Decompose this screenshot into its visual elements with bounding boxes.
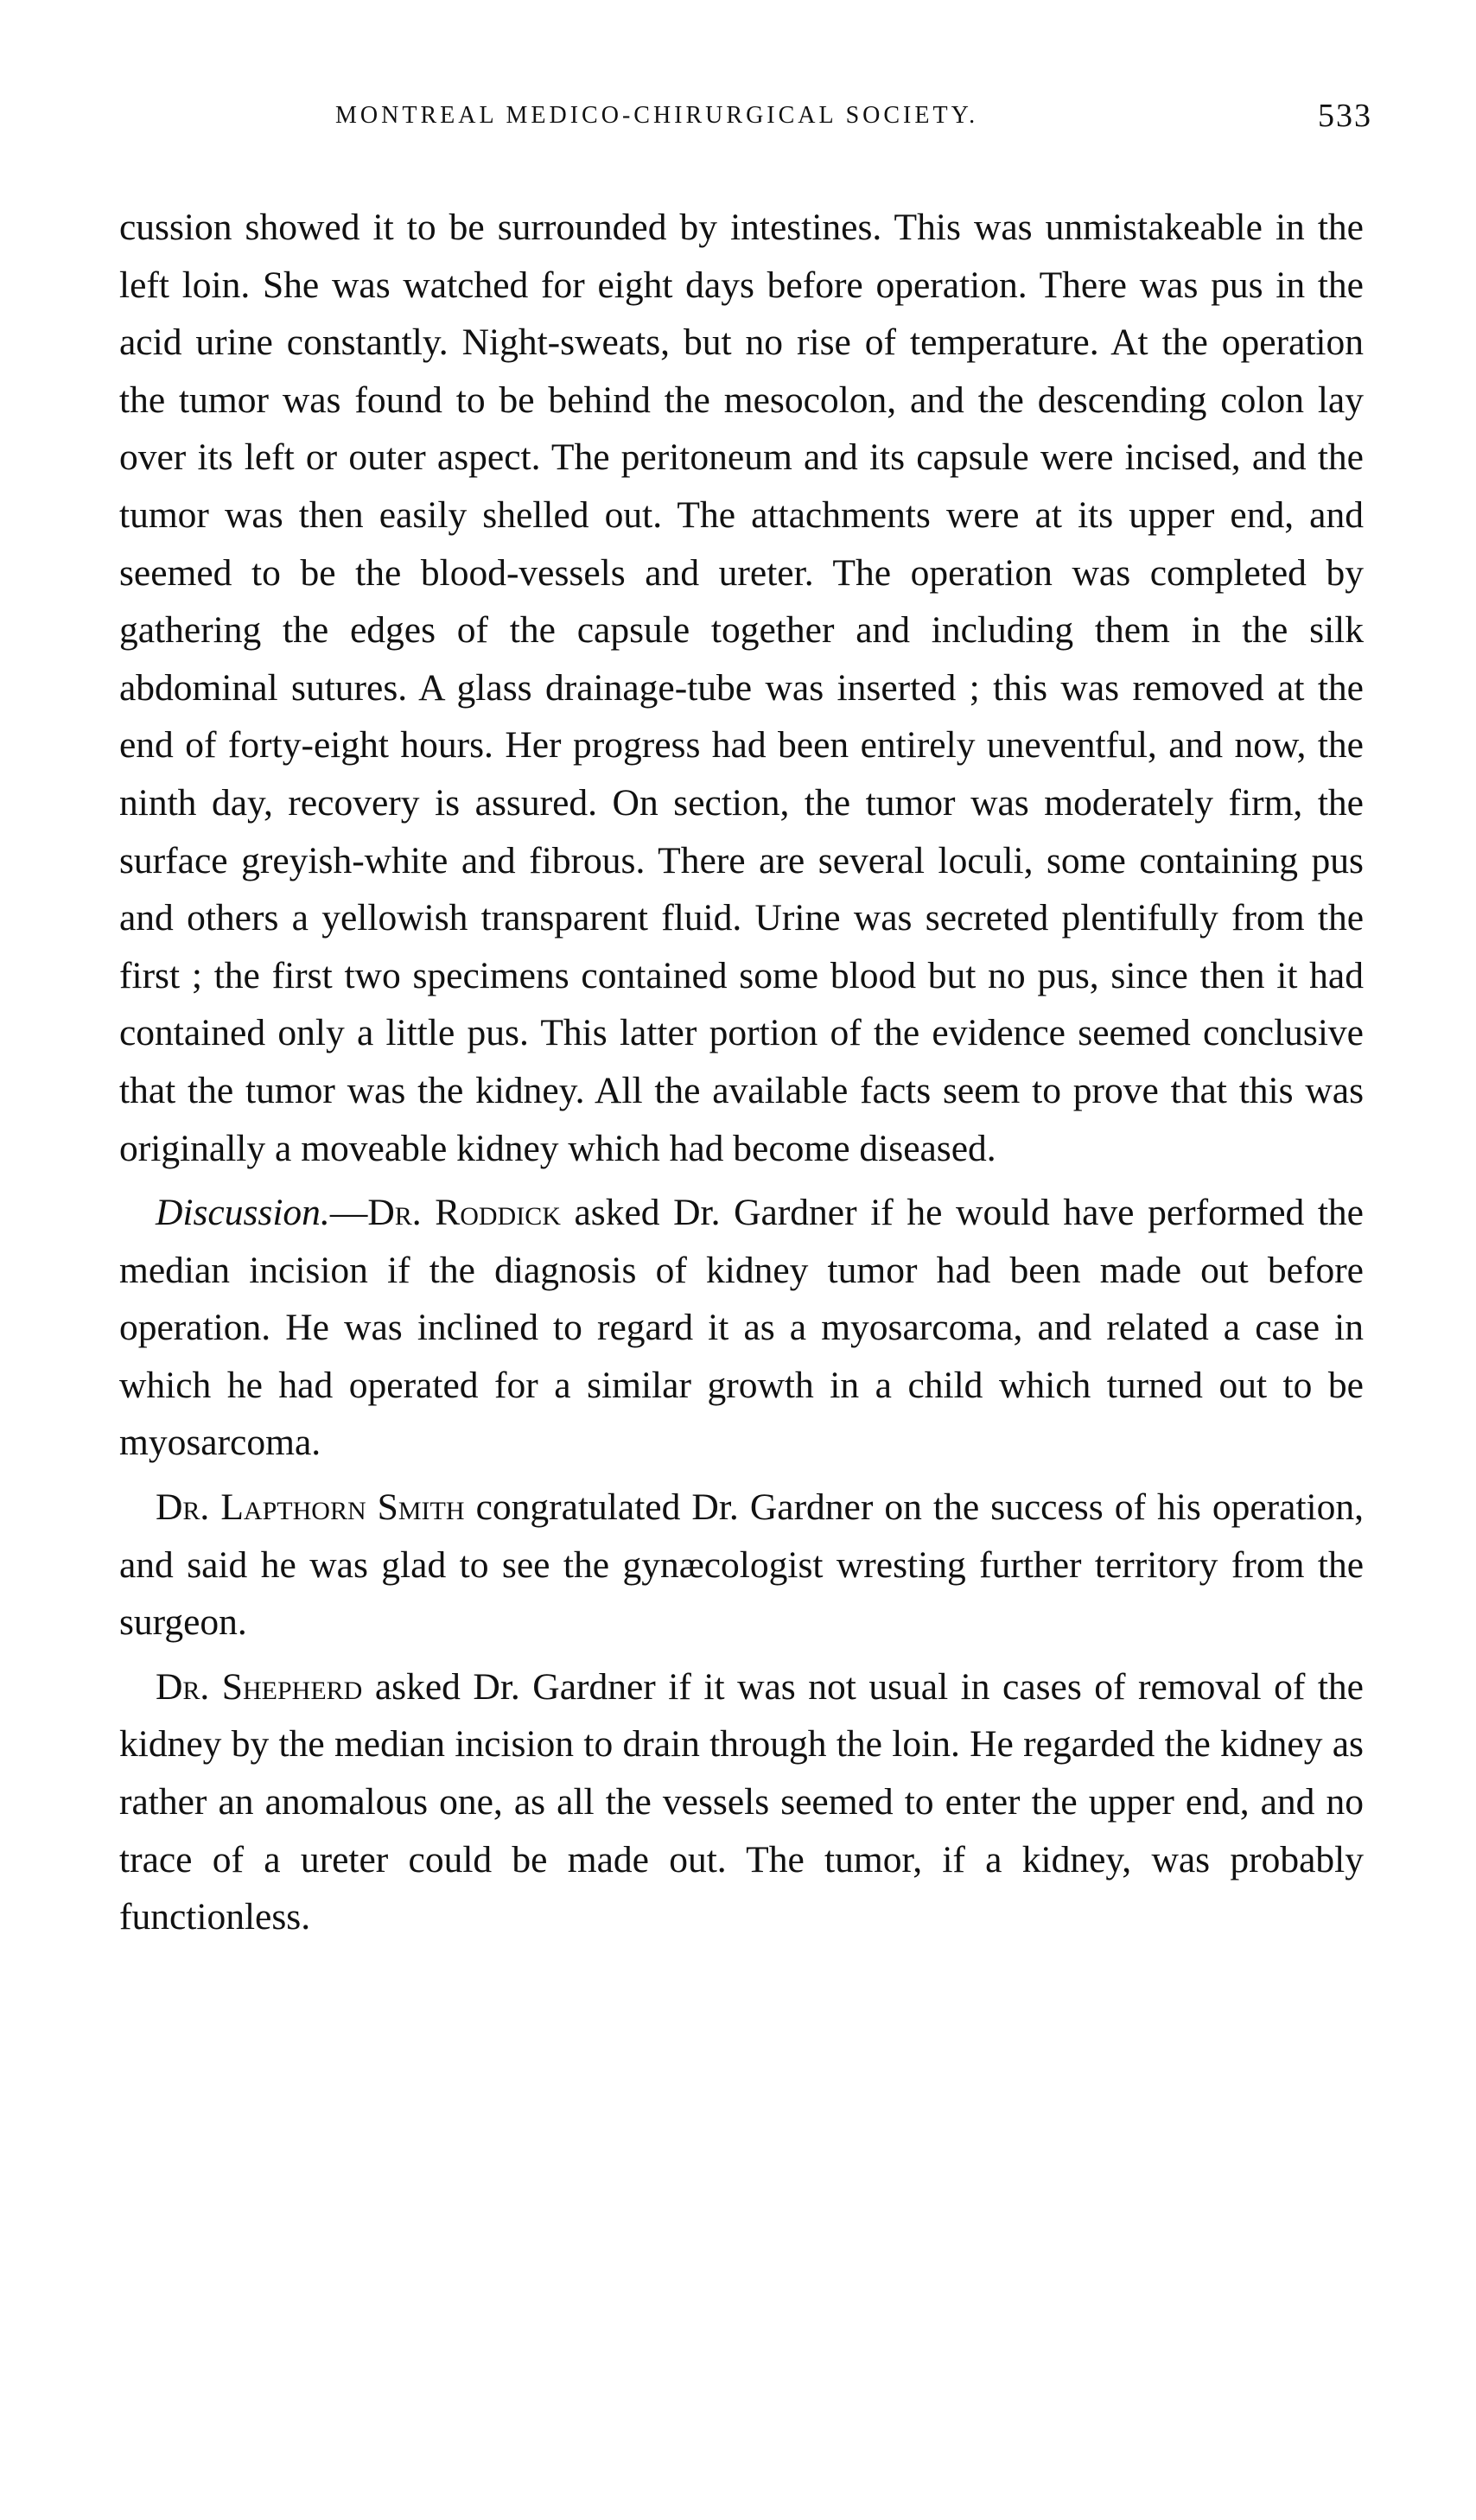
- discussion-paragraph: [119, 1184, 1364, 1472]
- speaker-shepherd: Dr. Shepherd: [156, 1665, 363, 1708]
- smith-remarks: congratulated Dr. Gardner on the success of his operation, and said he was glad to see the gynæcologist wresting further territory from the surgeon.: [119, 1486, 1364, 1644]
- running-title: MONTREAL MEDICO-CHIRURGICAL SOCIETY.: [335, 102, 979, 129]
- running-head: [119, 98, 1372, 154]
- shepherd-remarks: asked Dr. Gardner if it was not usual in cases of removal of the kidney by the median incision to drain through the loin. He regarded the kidney as rather an anomalous one, as all the vessels seemed to enter the upper end, and no trace of a ureter could be made out. The tumor, if a kidney, was probably functionless.: [119, 1665, 1364, 1938]
- shepherd-paragraph: [119, 1658, 1364, 1946]
- smith-paragraph: [119, 1479, 1364, 1651]
- em-dash: —: [329, 1192, 368, 1234]
- roddick-remarks: asked Dr. Gardner if he would have performed the median incision if the diagnosis of kidney tumor had been made out before operation. He was inclined to regard it as a myosarcoma, and related a case in which he had operated for a similar growth in a child which turned out to be myosarcoma.: [119, 1192, 1364, 1464]
- page-number: 533: [1318, 98, 1372, 134]
- discussion-heading: Discussion.: [156, 1192, 330, 1234]
- body-text: [119, 199, 1364, 1946]
- speaker-roddick: Dr. Roddick: [367, 1192, 561, 1234]
- case-report-paragraph: cussion showed it to be surrounded by intestines. This was unmistakeable in the left loin. She was watched for eight days before operation. There was pus in the acid urine constantly. Night-sweats, but no rise of temperature. At the operation the tumor was found to be behind the mesocolon, and the descending colon lay over its left or outer aspect. The peritoneum and its capsule were incised, and the tumor was then easily shelled out. The attachments were at its upper end, and seemed to be the blood-vessels and ureter. The operation was completed by gathering the edges of the capsule together and including them in the silk abdominal sutures. A glass drainage-tube was inserted ; this was removed at the end of forty-eight hours. Her progress had been entirely uneventful, and now, the ninth day, recovery is assured. On section, the tumor was moderately firm, the surface greyish-white and fibrous. There are several loculi, some containing pus and others a yellowish transparent fluid. Urine was secreted plentifully from the first ; the first two specimens contained some blood but no pus, since then it had contained only a little pus. This latter portion of the evidence seemed conclusive that the tumor was the kidney. All the available facts seem to prove that this was originally a moveable kidney which had become diseased.: [119, 207, 1364, 1169]
- document-page: [119, 98, 1372, 1946]
- speaker-lapthorn-smith: Dr. Lapthorn Smith: [156, 1486, 465, 1529]
